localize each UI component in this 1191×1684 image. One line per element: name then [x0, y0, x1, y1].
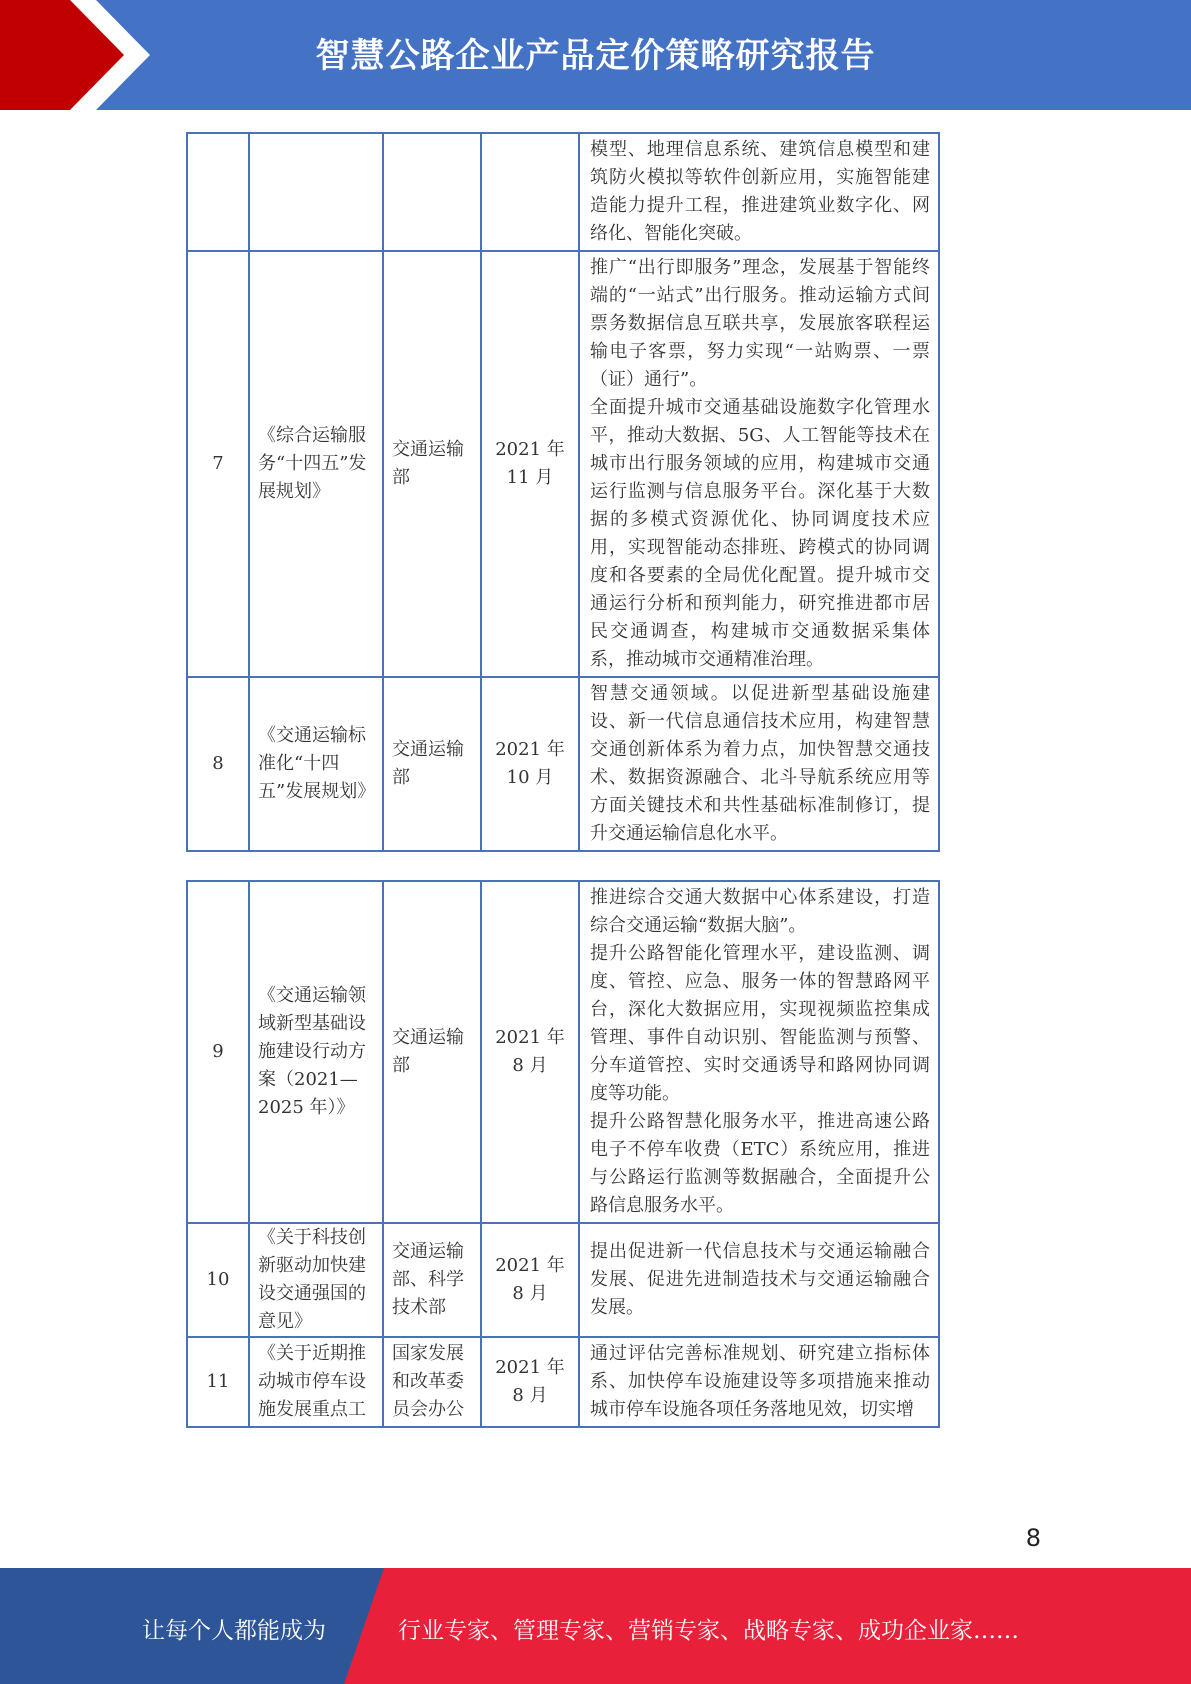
- page-footer: [0, 1568, 1191, 1684]
- policy-name: 《交通运输标准化“十四五”发展规划》: [249, 677, 383, 851]
- content-paragraph: 推广“出行即服务”理念，发展基于智能终端的“一站式”出行服务。推动运输方式间票务数据信息互联共享，发展旅客联程运输电子客票，努力实现“一站购票、一票（证）通行”。: [590, 257, 930, 390]
- page-number: 8: [1025, 1524, 1041, 1552]
- issue-date: [481, 133, 579, 251]
- row-number: 9: [187, 881, 249, 1223]
- policy-table-1: [186, 132, 940, 852]
- table-row: [187, 677, 939, 851]
- content-paragraph: 全面提升城市交通基础设施数字化管理水平，推动大数据、5G、人工智能等技术在城市出行服务领域的应用，构建城市交通运行监测与信息服务平台。深化基于大数据的多模式资源优化、协同调度技术应用，实现智能动态排班、跨模式的协同调度和各要素的全局优化配置。提升城市交通运行分析和预判能力，研究推进都市居民交通调查，构建城市交通数据采集体系，推动城市交通精准治理。: [590, 397, 930, 670]
- table-row: [187, 1337, 939, 1427]
- content-paragraph: 通过评估完善标准规划、研究建立指标体系、加快停车设施建设等多项措施来推动城市停车设施各项任务落地见效，切实增: [590, 1343, 930, 1420]
- footer-slogan-left: 让每个人都能成为: [142, 1618, 326, 1644]
- row-number: 8: [187, 677, 249, 851]
- policy-table-2: [186, 880, 940, 1428]
- table-row: [187, 133, 939, 251]
- department: 交通运输部、科学技术部: [383, 1223, 481, 1337]
- content-paragraph: 模型、地理信息系统、建筑信息模型和建筑防火模拟等软件创新应用，实施智能建造能力提升工程，推进建筑业数字化、网络化、智能化突破。: [590, 139, 930, 244]
- policy-name: 《综合运输服务“十四五”发展规划》: [249, 251, 383, 677]
- department: [383, 133, 481, 251]
- row-number: 11: [187, 1337, 249, 1427]
- policy-name: 《关于近期推动城市停车设施发展重点工: [249, 1337, 383, 1427]
- row-number: 7: [187, 251, 249, 677]
- table-row: [187, 881, 939, 1223]
- content-paragraph: 智慧交通领域。以促进新型基础设施建设、新一代信息通信技术应用，构建智慧交通创新体系为着力点，加快智慧交通技术、数据资源融合、北斗导航系统应用等方面关键技术和共性基础标准制修订，提升交通运输信息化水平。: [590, 683, 930, 844]
- department: 国家发展和改革委员会办公: [383, 1337, 481, 1427]
- issue-date: 2021 年 8 月: [481, 1223, 579, 1337]
- content-paragraph: 提升公路智能化管理水平，建设监测、调度、管控、应急、服务一体的智慧路网平台，深化大数据应用，实现视频监控集成管理、事件自动识别、智能监测与预警、分车道管控、实时交通诱导和路网协同调度等功能。: [590, 943, 930, 1104]
- department: 交通运输部: [383, 881, 481, 1223]
- page-header: [0, 0, 1191, 110]
- content-paragraph: 提出促进新一代信息技术与交通运输融合发展、促进先进制造技术与交通运输融合发展。: [590, 1241, 930, 1318]
- issue-date: 2021 年 10 月: [481, 677, 579, 851]
- policy-content: [579, 881, 939, 1223]
- footer-slogan-right: 行业专家、管理专家、营销专家、战略专家、成功企业家……: [398, 1618, 1019, 1644]
- table-row: [187, 1223, 939, 1337]
- policy-content: [579, 133, 939, 251]
- issue-date: 2021 年 11 月: [481, 251, 579, 677]
- content-paragraph: 提升公路智慧化服务水平，推进高速公路电子不停车收费（ETC）系统应用，推进与公路运行监测等数据融合，全面提升公路信息服务水平。: [590, 1111, 930, 1216]
- policy-name: 《交通运输领域新型基础设施建设行动方案（2021—2025 年）》: [249, 881, 383, 1223]
- report-title: 智慧公路企业产品定价策略研究报告: [315, 36, 876, 76]
- table-row: [187, 251, 939, 677]
- row-number: 10: [187, 1223, 249, 1337]
- policy-name: 《关于科技创新驱动加快建设交通强国的意见》: [249, 1223, 383, 1337]
- department: 交通运输部: [383, 677, 481, 851]
- issue-date: 2021 年 8 月: [481, 881, 579, 1223]
- row-number: [187, 133, 249, 251]
- issue-date: 2021 年 8 月: [481, 1337, 579, 1427]
- policy-content: [579, 1337, 939, 1427]
- department: 交通运输部: [383, 251, 481, 677]
- policy-content: [579, 1223, 939, 1337]
- content-paragraph: 推进综合交通大数据中心体系建设，打造综合交通运输“数据大脑”。: [590, 887, 930, 936]
- policy-name: [249, 133, 383, 251]
- policy-content: [579, 677, 939, 851]
- policy-content: [579, 251, 939, 677]
